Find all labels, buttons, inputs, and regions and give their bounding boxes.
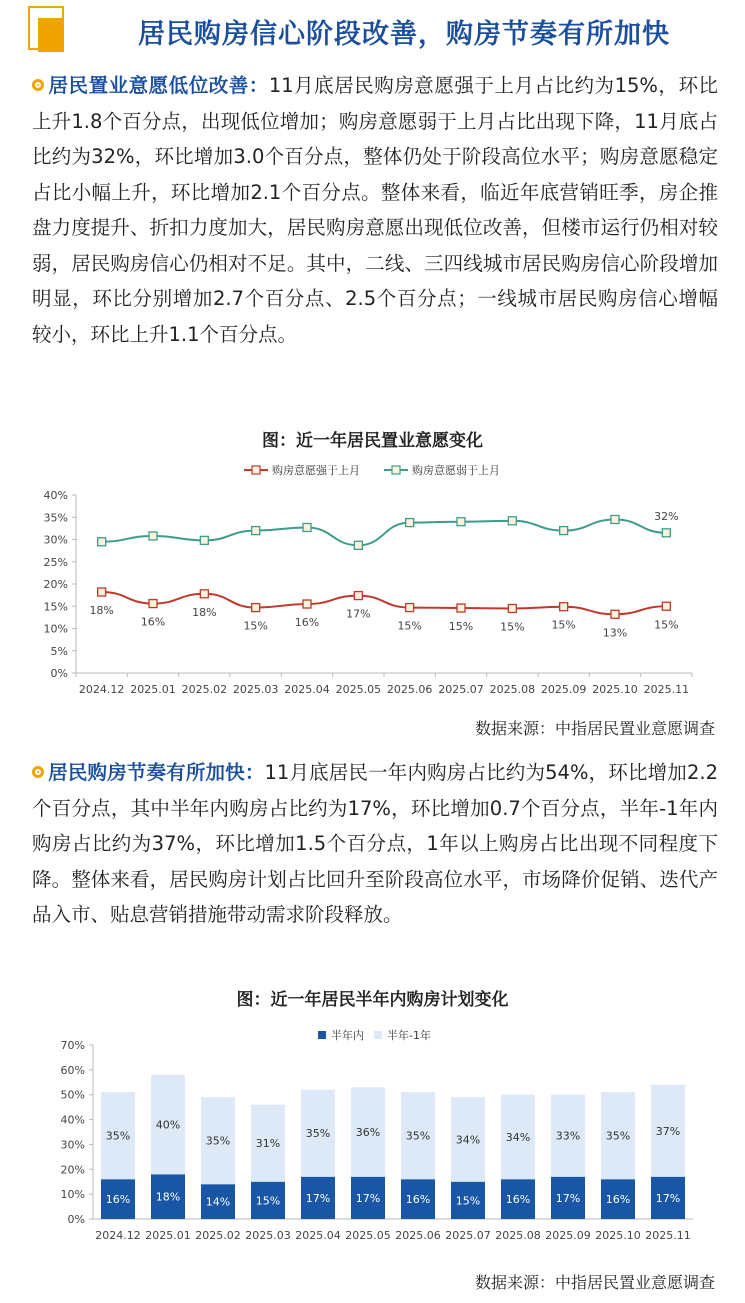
x-tick-label: 2025.06	[386, 683, 433, 696]
data-label: 15%	[397, 619, 422, 633]
data-point	[303, 600, 311, 608]
page-title: 居民购房信心阶段改善，购房节奏有所加快	[138, 19, 670, 50]
x-tick-label: 2025.02	[181, 683, 228, 696]
y-tick-label: 50%	[60, 1088, 85, 1102]
data-label: 17%	[655, 1191, 681, 1205]
series-line	[102, 592, 667, 614]
x-tick-label: 2024.12	[95, 1229, 141, 1242]
stacked-bar-chart	[0, 1018, 745, 1248]
section-2-paragraph	[32, 755, 718, 933]
data-point	[149, 532, 157, 540]
data-point	[457, 604, 465, 612]
legend-swatch	[318, 1031, 326, 1039]
x-tick-label: 2025.06	[395, 1229, 441, 1242]
section-1-paragraph	[32, 68, 718, 352]
x-tick-label: 2025.05	[335, 683, 382, 696]
data-point	[252, 604, 260, 612]
x-tick-label: 2025.03	[245, 1229, 291, 1242]
x-tick-label: 2025.03	[232, 683, 279, 696]
data-label: 17%	[555, 1191, 581, 1205]
section-2-lead: 居民购房节奏有所加快：	[48, 761, 265, 784]
data-label: 15%	[654, 618, 679, 632]
data-point	[508, 517, 516, 525]
data-label: 18%	[155, 1190, 181, 1204]
y-tick-label: 20%	[60, 1163, 85, 1177]
data-point	[508, 604, 516, 612]
data-label: 15%	[455, 1194, 481, 1208]
data-point	[611, 515, 619, 523]
header-square-icon	[28, 6, 68, 54]
y-tick-label: 70%	[60, 1039, 85, 1052]
data-point	[560, 527, 568, 535]
x-tick-label: 2025.07	[438, 683, 484, 696]
data-label: 18%	[89, 604, 114, 618]
x-tick-label: 2025.11	[643, 683, 690, 696]
x-tick-label: 2025.09	[545, 1229, 591, 1242]
x-tick-label: 2025.04	[284, 683, 330, 696]
x-tick-label: 2025.01	[130, 683, 176, 696]
x-tick-label: 2025.11	[645, 1229, 691, 1242]
bullet-circle-icon	[32, 766, 44, 778]
data-label: 15%	[255, 1194, 281, 1208]
section-1-text: 11月底居民购房意愿强于上月占比约为15%，环比上升1.8个百分点，出现低位增加；购房意愿弱于上月占比出现下降，11月底占比约为32%，环比增加3.0个百分点，整体仍处于阶段高位水平；购房意愿稳定占比小幅上升，环比增加2.1个百分点。整体来看，临近年底营销旺季，房企推盘力度提升、折扣力度加大，居民购房意愿出现低位改善，但楼市运行仍相对较弱，居民购房信心仍相对不足。其中，二线、三四线城市居民购房信心阶段增加明显，环比分别增加2.7个百分点、2.5个百分点；一线城市居民购房信心增幅较小，环比上升1.1个百分点。	[32, 74, 718, 346]
data-label: 13%	[602, 626, 628, 640]
x-tick-label: 2025.02	[195, 1229, 241, 1242]
x-tick-label: 2024.12	[78, 683, 125, 696]
x-tick-label: 2025.09	[540, 683, 587, 696]
data-label: 15%	[551, 618, 576, 632]
y-tick-label: 35%	[43, 511, 68, 525]
data-label: 14%	[205, 1195, 231, 1209]
chart-2-source: 数据来源：中指居民置业意愿调查	[474, 1273, 715, 1292]
data-label: 35%	[405, 1129, 431, 1143]
legend-marker	[252, 466, 260, 474]
data-label: 17%	[355, 1191, 381, 1205]
data-point	[354, 592, 362, 600]
x-tick-label: 2025.05	[345, 1229, 391, 1242]
data-label: 37%	[655, 1124, 681, 1138]
data-label: 34%	[505, 1130, 531, 1144]
chart-1-source: 数据来源：中指居民置业意愿调查	[474, 719, 715, 738]
y-tick-label: 10%	[43, 622, 68, 636]
data-label: 15%	[500, 620, 525, 634]
data-point	[662, 602, 670, 610]
x-tick-label: 2025.04	[295, 1229, 341, 1242]
data-label: 16%	[294, 616, 320, 630]
legend-marker	[392, 466, 400, 474]
data-label: 40%	[155, 1118, 181, 1132]
x-tick-label: 2025.10	[595, 1229, 641, 1242]
data-label: 34%	[455, 1133, 481, 1147]
data-point	[98, 538, 106, 546]
x-tick-label: 2025.08	[495, 1229, 541, 1242]
y-tick-label: 30%	[60, 1138, 85, 1152]
legend-label: 购房意愿弱于上月	[412, 464, 500, 477]
data-point	[406, 519, 414, 527]
data-point	[406, 604, 414, 612]
section-2-text: 11月底居民一年内购房占比约为54%，环比增加2.2个百分点，其中半年内购房占比约为17%，环比增加0.7个百分点，半年-1年内购房占比约为37%，环比增加1.5个百分点，1年以上购房占比出现不同程度下降。整体来看，居民购房计划占比回升至阶段高位水平，市场降价促销、迭代产品入市、贴息营销措施带动需求阶段释放。	[32, 761, 718, 926]
legend-swatch	[374, 1031, 382, 1039]
data-label: 35%	[105, 1129, 131, 1143]
y-tick-label: 0%	[67, 1213, 85, 1226]
data-point	[200, 590, 208, 598]
data-point	[457, 518, 465, 526]
data-point	[303, 523, 311, 531]
data-label: 35%	[305, 1127, 331, 1141]
y-tick-label: 60%	[60, 1063, 85, 1077]
x-tick-label: 2025.08	[489, 683, 536, 696]
data-point	[611, 610, 619, 618]
y-tick-label: 40%	[60, 1113, 85, 1127]
x-tick-label: 2025.01	[145, 1229, 191, 1242]
data-label: 16%	[605, 1193, 631, 1207]
y-tick-label: 10%	[60, 1188, 85, 1202]
bullet-circle-icon	[32, 79, 44, 91]
y-tick-label: 25%	[43, 555, 68, 569]
series-line	[102, 519, 667, 545]
data-point	[560, 603, 568, 611]
data-label: 31%	[255, 1137, 281, 1151]
data-label: 18%	[192, 605, 217, 619]
data-label: 35%	[205, 1134, 231, 1148]
x-tick-label: 2025.10	[592, 683, 638, 696]
data-label: 32%	[654, 509, 679, 523]
data-label: 35%	[605, 1129, 631, 1143]
data-label: 16%	[505, 1193, 531, 1207]
data-label: 36%	[355, 1126, 381, 1139]
y-tick-label: 15%	[43, 600, 68, 614]
y-tick-label: 5%	[50, 644, 68, 658]
page-header	[0, 0, 745, 64]
data-point	[200, 536, 208, 544]
y-tick-label: 40%	[43, 489, 68, 502]
y-tick-label: 0%	[50, 667, 68, 680]
legend-label: 购房意愿强于上月	[272, 464, 360, 477]
y-tick-label: 20%	[43, 578, 68, 591]
data-label: 17%	[346, 607, 371, 621]
data-label: 33%	[555, 1129, 581, 1143]
data-point	[252, 527, 260, 535]
data-label: 16%	[105, 1193, 131, 1207]
x-tick-label: 2025.07	[445, 1229, 491, 1242]
data-label: 16%	[405, 1193, 431, 1207]
legend-label: 半年-1年	[387, 1029, 431, 1042]
data-point	[662, 529, 670, 537]
data-label: 15%	[243, 619, 268, 633]
data-label: 16%	[140, 615, 166, 629]
section-1-lead: 居民置业意愿低位改善：	[48, 74, 269, 97]
chart-2-title: 图：近一年居民半年内购房计划变化	[236, 990, 509, 1010]
y-tick-label: 30%	[43, 533, 68, 547]
data-point	[98, 588, 106, 596]
data-label: 17%	[305, 1191, 331, 1205]
chart-1-title: 图：近一年居民置业意愿变化	[262, 431, 483, 451]
data-label: 15%	[448, 620, 474, 634]
line-chart	[0, 455, 745, 705]
data-point	[149, 600, 157, 608]
data-point	[354, 541, 362, 549]
legend-label: 半年内	[331, 1029, 364, 1042]
